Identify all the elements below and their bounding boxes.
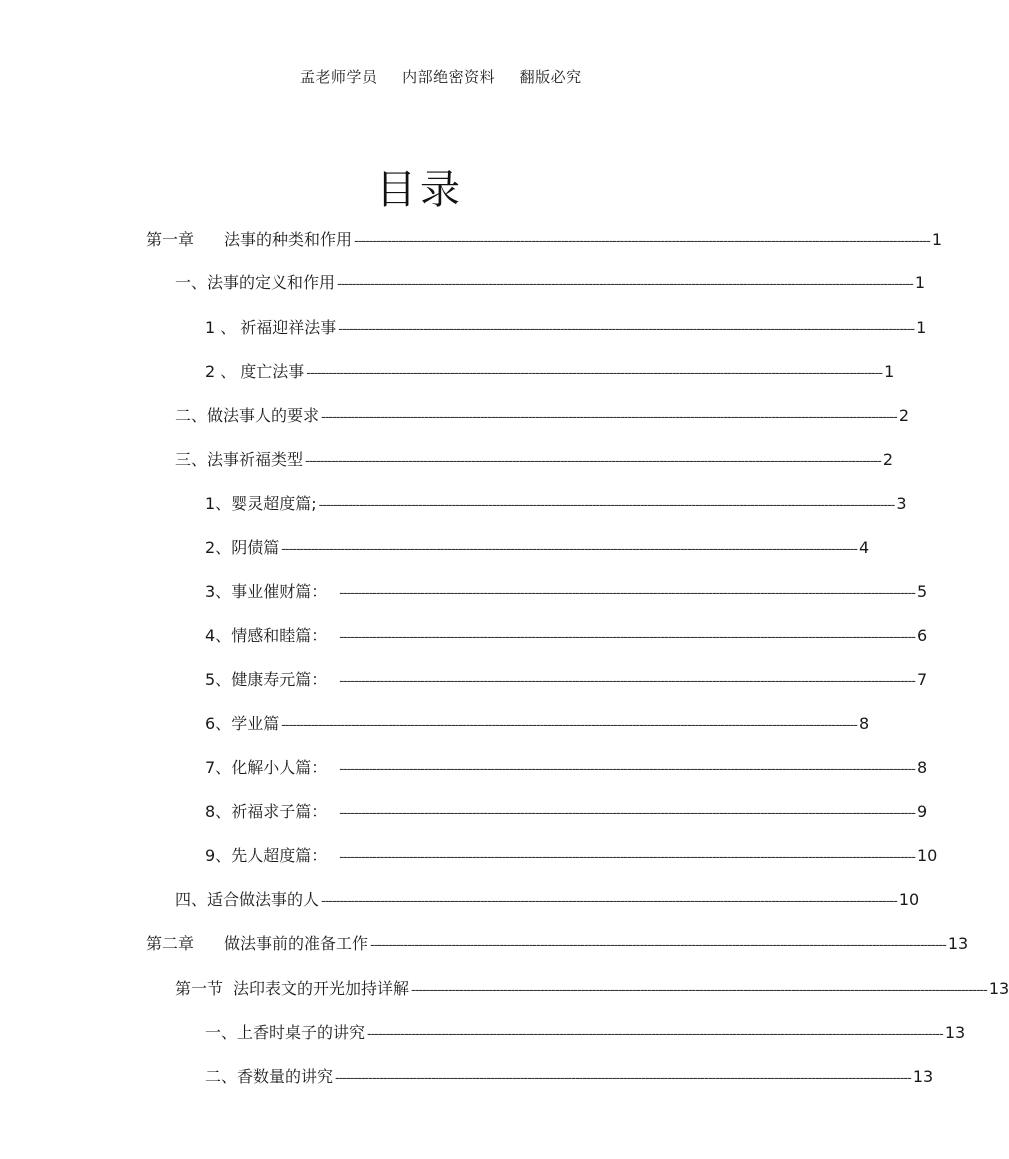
toc-entry-label: 度亡法事 xyxy=(240,362,305,381)
toc-entry-label: 事业催财篇： xyxy=(231,582,328,601)
toc-entry-label: 情感和睦篇： xyxy=(231,626,328,645)
dot-leader: ------------------------------------------------------------------------------------------------------------------------------------------------------------ xyxy=(411,983,987,998)
toc-entry[interactable] xyxy=(146,934,969,956)
toc-entry-number: 2、 xyxy=(205,538,232,557)
toc-entry-label: 做法事人的要求 xyxy=(207,406,320,425)
toc-entry-page: 7 xyxy=(917,670,928,689)
toc-entry[interactable] xyxy=(205,802,928,824)
toc-entry-number: 3、 xyxy=(205,582,232,601)
toc-entry-label: 法事的定义和作用 xyxy=(207,273,336,292)
dot-leader: ------------------------------------------------------------------------------------------------------------------------------------------------------------ xyxy=(306,366,883,381)
dot-leader: ------------------------------------------------------------------------------------------------------------------------------------------------------------ xyxy=(367,1027,943,1042)
toc-entry-page: 2 xyxy=(898,406,910,425)
toc-entry-page: 10 xyxy=(898,890,920,909)
dot-leader: ------------------------------------------------------------------------------------------------------------------------------------------------------------ xyxy=(339,630,915,645)
toc-entry-number: 第二章 xyxy=(146,934,195,953)
toc-entry-number: 6、 xyxy=(205,714,232,733)
toc-entry-label: 健康寿元篇： xyxy=(231,670,328,689)
toc-entry-number: 第一章 xyxy=(146,230,195,249)
toc-entry-page: 13 xyxy=(988,979,1009,998)
toc-entry-label: 先人超度篇： xyxy=(231,846,328,865)
toc-entry[interactable] xyxy=(205,582,928,604)
toc-entry-page: 1 xyxy=(916,318,927,337)
dot-leader: ------------------------------------------------------------------------------------------------------------------------------------------------------------ xyxy=(337,277,913,292)
toc-entry-number: 4、 xyxy=(205,626,232,645)
toc-entry-number: 7、 xyxy=(205,758,232,777)
toc-entry-page: 4 xyxy=(859,538,870,557)
dot-leader: ------------------------------------------------------------------------------------------------------------------------------------------------------------ xyxy=(281,718,857,733)
toc-entry-number: 1 、 xyxy=(205,318,237,337)
toc-entry-label: 法印表文的开光加持详解 xyxy=(233,979,410,998)
toc-entry-page: 1 xyxy=(914,273,926,292)
toc-entry-number: 1、 xyxy=(205,494,232,513)
dot-leader: ------------------------------------------------------------------------------------------------------------------------------------------------------------ xyxy=(335,1071,911,1086)
toc-entry-label: 祈福迎祥法事 xyxy=(240,318,337,337)
dot-leader: ------------------------------------------------------------------------------------------------------------------------------------------------------------ xyxy=(339,586,915,601)
toc-entry-number: 一、 xyxy=(205,1023,238,1042)
toc-entry[interactable] xyxy=(205,846,938,868)
toc-entry[interactable] xyxy=(205,758,928,780)
toc-entry-label: 学业篇 xyxy=(231,714,280,733)
toc-entry-page: 3 xyxy=(896,494,907,513)
toc-entry-number: 四、 xyxy=(175,890,208,909)
dot-leader: ------------------------------------------------------------------------------------------------------------------------------------------------------------ xyxy=(339,674,915,689)
toc-entry-page: 5 xyxy=(917,582,928,601)
dot-leader: ------------------------------------------------------------------------------------------------------------------------------------------------------------ xyxy=(321,410,897,425)
toc-entry[interactable] xyxy=(205,670,928,692)
toc-entry[interactable] xyxy=(146,230,943,252)
toc-entry-label: 法事的种类和作用 xyxy=(224,230,353,249)
header-note-part3: 翻版必究 xyxy=(519,68,582,86)
toc-entry[interactable] xyxy=(175,890,920,912)
toc-entry-label: 香数量的讲究 xyxy=(237,1067,334,1086)
header-note-part2: 内部绝密资料 xyxy=(402,68,496,86)
dot-leader: ------------------------------------------------------------------------------------------------------------------------------------------------------------ xyxy=(354,234,930,249)
dot-leader: ------------------------------------------------------------------------------------------------------------------------------------------------------------ xyxy=(339,762,915,777)
toc-entry[interactable] xyxy=(205,1067,934,1089)
toc-entry[interactable] xyxy=(205,318,927,340)
toc-entry-label: 化解小人篇： xyxy=(231,758,328,777)
toc-entry-label: 适合做法事的人 xyxy=(207,890,320,909)
toc-entry[interactable] xyxy=(175,450,894,472)
dot-leader: ------------------------------------------------------------------------------------------------------------------------------------------------------------ xyxy=(338,322,915,337)
dot-leader: ------------------------------------------------------------------------------------------------------------------------------------------------------------ xyxy=(339,806,915,821)
toc-entry-page: 1 xyxy=(931,230,943,249)
toc-entry-number: 二、 xyxy=(205,1067,238,1086)
dot-leader: ------------------------------------------------------------------------------------------------------------------------------------------------------------ xyxy=(281,542,857,557)
toc-entry-page: 1 xyxy=(884,362,895,381)
toc-entry[interactable] xyxy=(205,362,895,384)
toc-entry-page: 9 xyxy=(917,802,928,821)
toc-entry-label: 做法事前的准备工作 xyxy=(224,934,369,953)
toc-entry-label: 阴债篇 xyxy=(231,538,280,557)
toc-entry-page: 6 xyxy=(917,626,928,645)
dot-leader: ------------------------------------------------------------------------------------------------------------------------------------------------------------ xyxy=(321,894,897,909)
toc-entry[interactable] xyxy=(205,714,870,736)
toc-entry-number: 三、 xyxy=(175,450,208,469)
toc-entry-label: 祈福求子篇： xyxy=(231,802,328,821)
dot-leader: ------------------------------------------------------------------------------------------------------------------------------------------------------------ xyxy=(339,850,915,865)
toc-entry-label: 上香时桌子的讲究 xyxy=(237,1023,366,1042)
toc-entry-number: 一、 xyxy=(175,273,208,292)
toc-entry[interactable] xyxy=(205,494,907,516)
toc-entry-number: 2 、 xyxy=(205,362,237,381)
toc-entry[interactable] xyxy=(175,273,926,295)
header-note-part1: 孟老师学员 xyxy=(300,68,378,86)
dot-leader: ------------------------------------------------------------------------------------------------------------------------------------------------------------ xyxy=(318,498,895,513)
dot-leader: ------------------------------------------------------------------------------------------------------------------------------------------------------------ xyxy=(370,938,946,953)
toc-entry-number: 二、 xyxy=(175,406,208,425)
page-title: 目录 xyxy=(376,167,464,213)
toc-entry-label: 婴灵超度篇; xyxy=(231,494,317,513)
toc-entry-number: 9、 xyxy=(205,846,232,865)
toc-entry[interactable] xyxy=(175,979,1009,1001)
toc-entry-page: 8 xyxy=(859,714,870,733)
toc-entry-number: 8、 xyxy=(205,802,232,821)
dot-leader: ------------------------------------------------------------------------------------------------------------------------------------------------------------ xyxy=(305,454,881,469)
toc-entry[interactable] xyxy=(205,1023,966,1045)
toc-entry[interactable] xyxy=(205,538,870,560)
toc-entry-page: 8 xyxy=(917,758,928,777)
toc-entry-page: 13 xyxy=(912,1067,934,1086)
toc-entry-page: 13 xyxy=(947,934,969,953)
toc-entry-label: 法事祈福类型 xyxy=(207,450,304,469)
toc-entry[interactable] xyxy=(205,626,928,648)
toc-entry-page: 10 xyxy=(917,846,938,865)
toc-entry[interactable] xyxy=(175,406,910,428)
toc-entry-number: 第一节 xyxy=(175,979,224,998)
toc-entry-page: 2 xyxy=(882,450,894,469)
toc-entry-page: 13 xyxy=(944,1023,966,1042)
toc-entry-number: 5、 xyxy=(205,670,232,689)
